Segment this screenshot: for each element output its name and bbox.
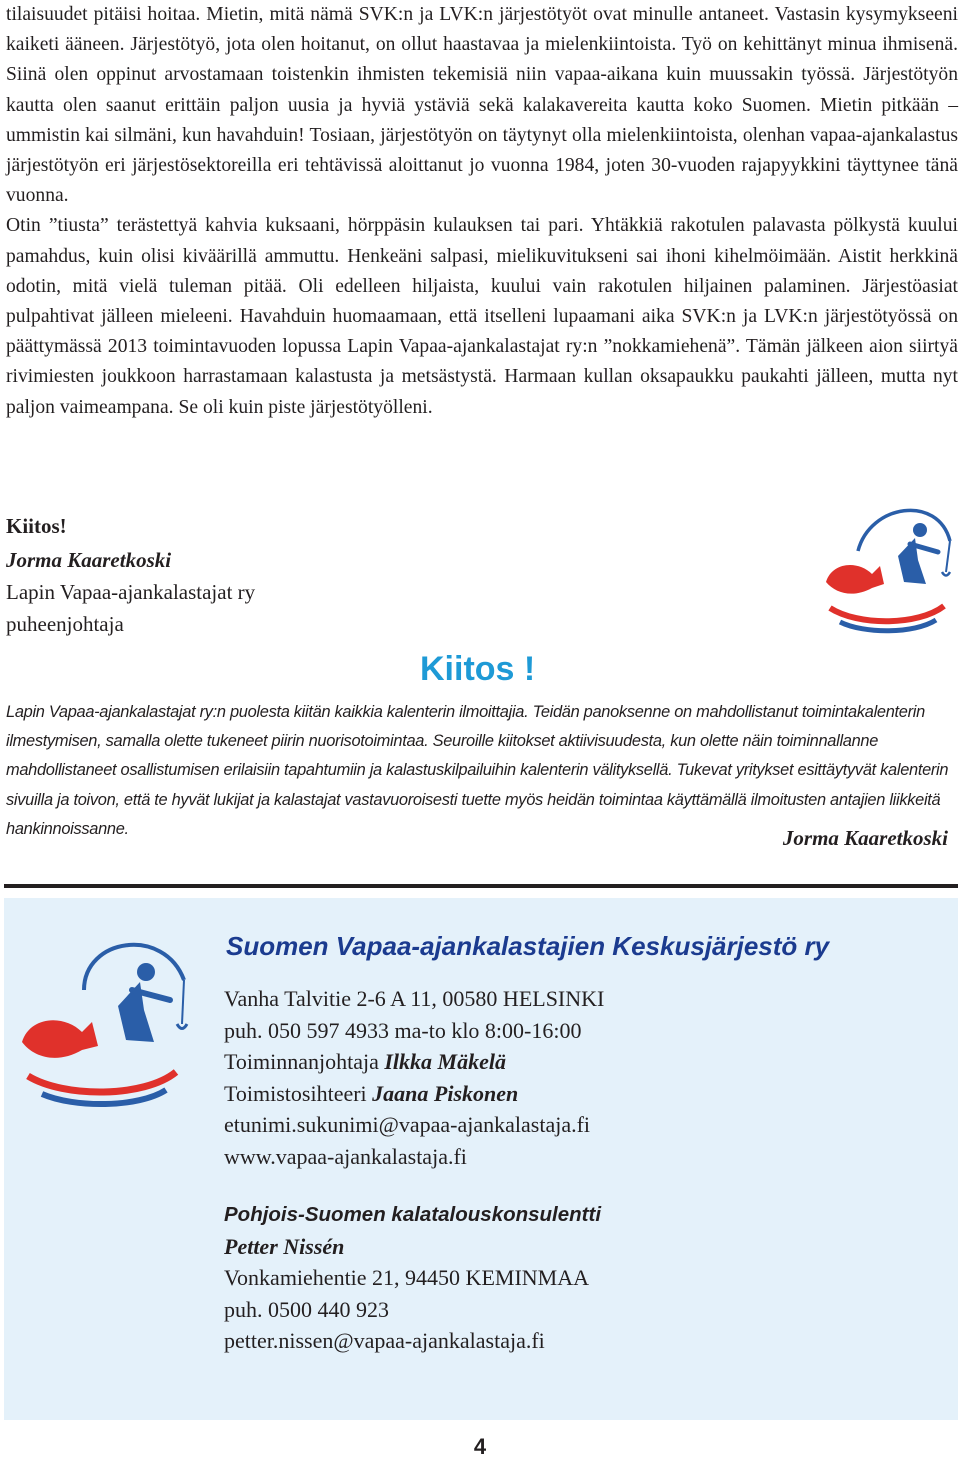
org-secretary bbox=[224, 1078, 604, 1110]
angler-fish-logo-icon bbox=[818, 496, 958, 636]
section-divider bbox=[4, 884, 958, 888]
article-body bbox=[6, 0, 958, 423]
org-contacts bbox=[224, 983, 604, 1172]
thanks-heading: Kiitos ! bbox=[420, 650, 536, 688]
page-number: 4 bbox=[473, 1434, 487, 1459]
org-email: etunimi.sukunimi@vapaa-ajankalastaja.fi bbox=[224, 1112, 591, 1137]
director-name: Ilkka Mäkelä bbox=[384, 1049, 506, 1074]
org-title: Suomen Vapaa-ajankalastajien Keskusjärjestö ry bbox=[226, 931, 830, 961]
consultant-phone: puh. 0500 440 923 bbox=[224, 1296, 389, 1322]
org-address: Vanha Talvitie 2-6 A 11, 00580 HELSINKI bbox=[224, 986, 605, 1011]
org-director bbox=[224, 1046, 604, 1078]
consultant-address: Vonkamiehentie 21, 94450 KEMINMAA bbox=[224, 1265, 589, 1290]
thanks-signature: Jorma Kaaretkoski bbox=[782, 826, 948, 850]
consultant-email: petter.nissen@vapaa-ajankalastaja.fi bbox=[224, 1328, 545, 1353]
consultant-contacts bbox=[224, 1199, 601, 1357]
signature-thanks: Kiitos! bbox=[6, 514, 67, 538]
article-paragraph: tilaisuudet pitäisi hoitaa. Mietin, mitä nämä SVK:n ja LVK:n järjestötyöt ovat minulle antaneet. Vastasin kysymykseeni kaiketi ääneen. Järjestötyö, jota olen hoitanut, on ollut haastavaa ja mielenkiintoista. Työ on kehittänyt minua ihmisenä. Siinä olen oppinut arvostamaan toistenkin ihmisten tekemisiä niin vapaa-aikana kuin muussakin työssä. Järjestötyön kautta olen saanut erittäin paljon uusia ja hyviä ystäviä sekä kalakavereita kautta koko Suomen. Mietin pitkään – ummistin kai silmäni, kun havahduin! Tosiaan, järjestötyön on täytynyt olla mielenkiintoista, olenhan vapaa-ajankalastus järjestötyön eri järjestösektoreilla eri tehtävissä aloittanut jo vuonna 1984, joten 30-vuoden rajapyykkini täyttynee tänä vuonna. bbox=[6, 4, 958, 207]
article-paragraph: Otin ”tiusta” terästettyä kahvia kuksaani, hörppäsin kulauksen tai pari. Yhtäkkiä rakotulen palavasta pölkystä kuului pamahdus, kuin olisi kiväärillä ammuttu. Henkeäni salpasi, mielikuvitukseni sai ihoni kihelmöimään. Aistit herkkinä odotin, mitä vielä tuleman pitää. Oli edelleen hiljaista, kuului vain rakotulen hiljainen palaminen. Järjestöasiat pulpahtivat jälleen mieleeni. Havahduin huomaamaan, että itselleni lupaamani aika SVK:n ja LVK:n järjestötyössä on päättymässä 2013 toimintavuoden lopussa Lapin Vapaa-ajankalastajat ry:n ”nokkamiehenä”. Tämän jälkeen aion siirtyä rivimiesten joukkoon harrastamaan kalastusta ja metsästystä. Harmaan kullan oksapaukku paukahti jälleen, mutta nyt paljon vaimeampana. Se oli kuin piste järjestötyölleni. bbox=[6, 215, 958, 418]
consultant-role: Pohjois-Suomen kalatalouskonsulentti bbox=[224, 1203, 602, 1226]
signature-role: puheenjohtaja bbox=[6, 612, 124, 636]
secretary-name: Jaana Piskonen bbox=[372, 1080, 519, 1106]
consultant-name: Petter Nissén bbox=[224, 1233, 345, 1259]
signature-block bbox=[6, 510, 255, 640]
angler-fish-logo-icon bbox=[14, 930, 194, 1110]
secretary-label: Toimistosihteeri bbox=[224, 1080, 367, 1106]
org-website: www.vapaa-ajankalastaja.fi bbox=[224, 1143, 467, 1169]
org-phone: puh. 050 597 4933 ma-to klo 8:00-16:00 bbox=[224, 1017, 582, 1043]
signature-name: Jorma Kaaretkoski bbox=[6, 548, 172, 572]
signature-org: Lapin Vapaa-ajankalastajat ry bbox=[6, 580, 256, 604]
director-label: Toiminnanjohtaja bbox=[224, 1049, 379, 1074]
thanks-body: Lapin Vapaa-ajankalastajat ry:n puolesta kiitän kaikkia kalenterin ilmoittajia. Teidän panoksenne on mahdollistanut toimintakalenterin ilmestymisen, samalla olette tukeneet piirin nuorisotoimintaa. Seuroille kiitokset aktiivisuudesta, kun olette näin toiminnallanne mahdollistaneet osallistumisen erilaisiin tapahtumiin ja kalastuskilpailuihin kalenterin välityksellä. Tukevat yritykset esittäytyvät kalenterin sivuilla ja toivon, että te hyvät lukijat ja kalastajat vastavuoroisesti tuette myös heidän toimintaa käyttämällä ilmoitusten antajien liikkeitä hankinnoissanne. bbox=[6, 703, 949, 838]
